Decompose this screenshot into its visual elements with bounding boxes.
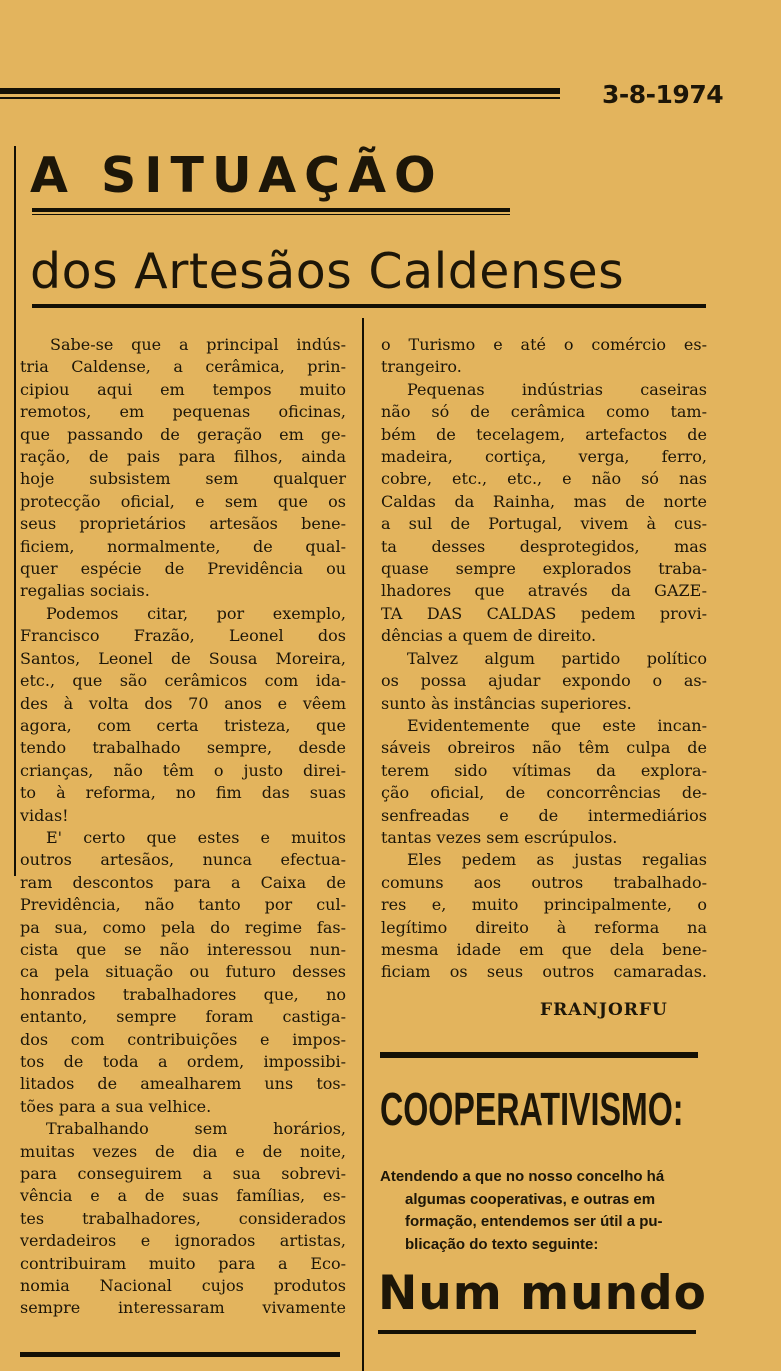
text-line: pa sua, como pela do regime fas-: [20, 917, 346, 937]
text-line: agora, com certa tristeza, que: [20, 715, 346, 735]
text-line: que passando de geração em ge-: [20, 424, 346, 444]
headline-underline: [32, 208, 510, 212]
subheadline-rule: [32, 304, 706, 308]
text-line: Pequenas indústrias caseiras: [407, 379, 707, 399]
text-line: dos com contribuições e impos-: [20, 1029, 346, 1049]
text-line: verdadeiros e ignorados artistas,: [20, 1231, 346, 1251]
left-border: [14, 146, 16, 876]
text-line: nomia Nacional cujos produtos: [20, 1276, 346, 1296]
text-line: muitas vezes de dia e de noite,: [20, 1141, 346, 1161]
issue-date: 3-8-1974: [602, 80, 724, 109]
text-line: ta desses desprotegidos, mas: [381, 536, 707, 556]
text-line: comuns aos outros trabalhado-: [381, 872, 707, 892]
headline-underline-thin: [32, 214, 510, 215]
text-line: não só de cerâmica como tam-: [381, 402, 707, 422]
text-line: TA DAS CALDAS pedem provi-: [381, 603, 707, 623]
text-line: honrados trabalhadores que, no: [20, 984, 346, 1004]
text-line: tões para a sua velhice.: [20, 1096, 212, 1116]
top-rule: [0, 88, 560, 94]
top-rule-thin: [0, 97, 560, 99]
text-line: Santos, Leonel de Sousa Moreira,: [20, 648, 346, 668]
text-line: Eles pedem as justas regalias: [407, 850, 707, 870]
text-line: vência e a de suas famílias, es-: [20, 1186, 346, 1206]
text-line: Talvez algum partido político: [407, 648, 707, 668]
text-line: entanto, sempre foram castiga-: [20, 1007, 346, 1027]
bottom-rule: [20, 1352, 340, 1357]
text-line: Podemos citar, por exemplo,: [46, 603, 346, 623]
headline: A SITUAÇÃO: [30, 147, 444, 204]
text-line: Evidentemente que este incan-: [407, 715, 707, 735]
text-line: crianças, não têm o justo direi-: [20, 760, 346, 780]
subheadline: dos Artesãos Caldenses: [30, 243, 625, 300]
text-line: trangeiro.: [381, 357, 462, 377]
text-line: outros artesãos, nunca efectua-: [20, 850, 346, 870]
text-line: to à reforma, no fim das suas: [20, 783, 346, 803]
text-line: protecção oficial, e sem que os: [20, 491, 346, 511]
text-line: cipiou aqui em tempos muito: [20, 379, 346, 399]
text-line: terem sido vítimas da explora-: [381, 760, 707, 780]
text-line: ram descontos para a Caixa de: [20, 872, 346, 892]
text-line: tos de toda a ordem, impossibi-: [20, 1052, 346, 1071]
intro-line: blicação do texto seguinte:: [405, 1235, 599, 1253]
text-line: lhadores que através da GAZE-: [381, 581, 707, 601]
text-line: ficiem, normalmente, de qual-: [20, 536, 346, 556]
text-line: contribuiram muito para a Eco-: [20, 1253, 346, 1273]
intro-line: formação, entendemos ser útil a pu-: [405, 1213, 663, 1231]
intro-line: algumas cooperativas, e outras em: [405, 1190, 656, 1208]
text-line: bém de tecelagem, artefactos de: [381, 424, 707, 444]
text-line: sunto às instâncias superiores.: [381, 693, 632, 713]
text-line: senfreadas e de intermediários: [381, 805, 707, 825]
text-line: legítimo direito à reforma na: [381, 917, 707, 937]
text-line: Francisco Frazão, Leonel dos: [20, 626, 346, 646]
text-line: Sabe-se que a principal indús-: [50, 335, 346, 354]
text-line: cobre, etc., etc., e não só nas: [381, 469, 707, 489]
text-line: vidas!: [20, 805, 69, 825]
text-line: res e, muito principalmente, o: [381, 895, 707, 915]
bottom-heading: Num mundo: [378, 1266, 707, 1321]
author-signature: FRANJORFU: [540, 1000, 668, 1020]
text-line: os possa ajudar expondo o as-: [381, 671, 707, 691]
text-line: o Turismo e até o comércio es-: [381, 335, 707, 354]
text-line: dências a quem de direito.: [381, 626, 597, 646]
text-line: ca pela situação ou futuro desses: [20, 962, 346, 982]
text-line: ficiam os seus outros camaradas.: [381, 962, 707, 982]
text-line: sempre interessaram vivamente: [20, 1298, 346, 1318]
text-line: tes trabalhadores, considerados: [20, 1208, 346, 1228]
box-bottom-rule: [378, 1330, 696, 1334]
text-line: quase sempre explorados traba-: [381, 559, 707, 579]
text-line: hoje subsistem sem qualquer: [20, 469, 346, 489]
text-line: Caldas da Rainha, mas de norte: [381, 491, 707, 511]
text-line: etc., que são cerâmicos com ida-: [20, 671, 346, 691]
text-line: ção oficial, de concorrências de-: [381, 783, 707, 803]
text-line: Previdência, não tanto por cul-: [20, 895, 346, 915]
text-line: mesma idade em que dela bene-: [381, 939, 707, 959]
box-title: COOPERATIVISMO:: [380, 1083, 684, 1135]
text-line: para conseguirem a sua sobrevi-: [20, 1164, 346, 1184]
article-column-1: [20, 334, 346, 1320]
text-line: litados de amealharem uns tos-: [20, 1074, 346, 1094]
intro-line: Atendendo a que no nosso concelho há: [380, 1168, 665, 1185]
text-line: tria Caldense, a cerâmica, prin-: [20, 357, 346, 377]
text-line: tendo trabalhado sempre, desde: [20, 738, 346, 758]
text-line: a sul de Portugal, vivem à cus-: [381, 514, 707, 534]
text-line: ração, de pais para filhos, ainda: [20, 447, 346, 467]
text-line: des à volta dos 70 anos e vêem: [20, 693, 346, 713]
box-top-rule: [380, 1052, 698, 1058]
text-line: regalias sociais.: [20, 581, 150, 601]
text-line: E' certo que estes e muitos: [46, 827, 346, 847]
box-intro: [380, 1166, 664, 1256]
text-line: sáveis obreiros não têm culpa de: [381, 738, 707, 758]
text-line: madeira, cortiça, verga, ferro,: [381, 447, 707, 467]
article-column-2: [381, 334, 707, 984]
text-line: seus proprietários artesãos bene-: [20, 514, 346, 534]
text-line: quer espécie de Previdência ou: [20, 559, 346, 579]
column-divider: [362, 318, 364, 1371]
text-line: cista que se não interessou nun-: [20, 939, 346, 959]
text-line: Trabalhando sem horários,: [46, 1119, 346, 1139]
text-line: tantas vezes sem escrúpulos.: [381, 827, 618, 847]
text-line: remotos, em pequenas oficinas,: [20, 402, 346, 422]
